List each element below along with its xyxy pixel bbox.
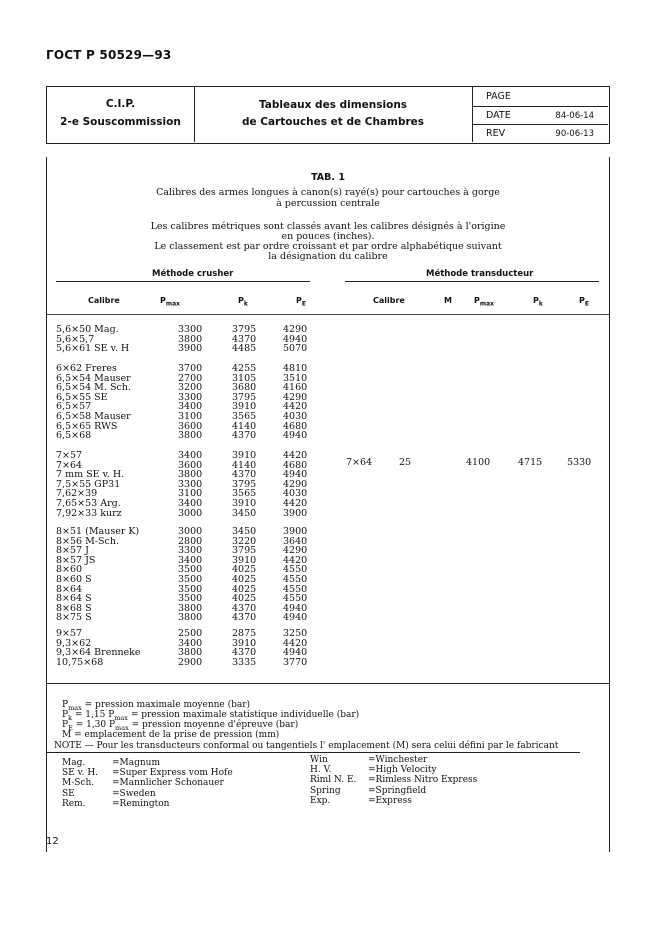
abbreviation-value: =Winchester bbox=[368, 755, 428, 765]
crusher-cell-pk: 3910 bbox=[232, 498, 257, 509]
crusher-cell-pe: 4940 bbox=[283, 469, 308, 481]
crusher-cell-pmax: 3300 bbox=[178, 478, 203, 490]
crusher-cell-calibre: 8×57 JS bbox=[56, 554, 96, 566]
page-row bbox=[472, 88, 608, 106]
crusher-cell-calibre: 8×64 bbox=[56, 583, 83, 595]
crusher-cell-calibre: 7,62×39 bbox=[56, 488, 98, 500]
table-subtitle-2: à percussion centrale bbox=[276, 198, 380, 209]
abbreviation-key: H. V. bbox=[310, 765, 332, 776]
crusher-cell-pmax: 3500 bbox=[178, 583, 203, 595]
abbreviation-key: M-Sch. bbox=[62, 778, 95, 789]
crusher-cell-pe: 4940 bbox=[283, 602, 308, 614]
crusher-cell-pk: 3335 bbox=[232, 656, 257, 668]
crusher-cell-pe: 4550 bbox=[283, 564, 308, 576]
crusher-col-calibre: Calibre bbox=[88, 296, 120, 305]
trans-col-m: M bbox=[444, 296, 452, 305]
crusher-cell-pk: 4255 bbox=[232, 363, 257, 374]
crusher-cell-pe: 4810 bbox=[283, 363, 308, 374]
crusher-cell-calibre: 7 mm SE v. H. bbox=[56, 469, 125, 481]
crusher-cell-calibre: 6,5×54 Mauser bbox=[56, 372, 131, 384]
crusher-cell-calibre: 8×64 S bbox=[56, 593, 92, 605]
crusher-cell-calibre: 8×60 S bbox=[56, 574, 92, 585]
abbreviation-value: =Magnum bbox=[112, 758, 161, 768]
crusher-cell-calibre: 5,6×50 Mag. bbox=[56, 324, 119, 335]
crusher-cell-pk: 4370 bbox=[232, 602, 257, 614]
crusher-cell-calibre: 8×60 bbox=[56, 564, 83, 576]
legend-m: M = emplacement de la prise de pression (mm) bbox=[62, 730, 280, 740]
crusher-cell-pmax: 3300 bbox=[178, 545, 203, 557]
crusher-cell-pmax: 3500 bbox=[178, 574, 203, 585]
crusher-cell-pk: 4025 bbox=[232, 564, 257, 576]
rev-label: REV bbox=[486, 128, 506, 139]
trans-cell-pe: 5330 bbox=[567, 457, 592, 468]
crusher-cell-calibre: 6,5×55 SE bbox=[56, 391, 108, 403]
header-org-cell bbox=[47, 87, 195, 142]
crusher-cell-calibre: 5,6×5,7 bbox=[56, 333, 95, 345]
crusher-cell-pe: 5070 bbox=[283, 343, 308, 355]
rev-row bbox=[472, 125, 608, 143]
crusher-cell-pk: 3565 bbox=[232, 488, 257, 500]
crusher-cell-calibre: 9,3×64 Brenneke bbox=[56, 647, 141, 659]
title-line2: de Cartouches et de Chambres bbox=[241, 116, 425, 128]
crusher-cell-pk: 4025 bbox=[232, 593, 257, 605]
crusher-cell-pmax: 2700 bbox=[178, 372, 203, 384]
crusher-cell-pk: 3220 bbox=[232, 535, 257, 547]
crusher-cell-pmax: 2500 bbox=[178, 628, 203, 639]
crusher-cell-pk: 3795 bbox=[232, 324, 257, 335]
crusher-cell-pe: 4940 bbox=[283, 430, 308, 442]
crusher-cell-pk: 3910 bbox=[232, 401, 257, 413]
crusher-cell-pmax: 3400 bbox=[178, 450, 203, 461]
crusher-cell-pk: 4370 bbox=[232, 430, 257, 442]
legend-pmax: $P_{max}$ = pression maximale moyenne (bar) bbox=[62, 700, 251, 712]
crusher-cell-calibre: 6,5×58 Mauser bbox=[56, 411, 131, 422]
crusher-cell-pmax: 3300 bbox=[178, 324, 203, 335]
transducteur-heading: Méthode transducteur bbox=[426, 269, 534, 279]
crusher-cell-pk: 3910 bbox=[232, 554, 257, 566]
crusher-heading: Méthode crusher bbox=[152, 269, 234, 279]
abbreviation-key: Win bbox=[310, 755, 328, 765]
crusher-cell-pmax: 3300 bbox=[178, 391, 203, 403]
crusher-cell-calibre: 7,65×53 Arg. bbox=[56, 498, 121, 509]
abbreviation-key: Exp. bbox=[310, 795, 331, 806]
crusher-cell-calibre: 8×75 S bbox=[56, 612, 92, 624]
crusher-col-pmax: $P_{max}$ bbox=[160, 296, 181, 308]
crusher-cell-pk: 4370 bbox=[232, 469, 257, 481]
trans-cell-calibre: 7×64 bbox=[346, 457, 373, 468]
crusher-cell-pk: 4140 bbox=[232, 459, 257, 471]
trans-cell-pk: 4715 bbox=[518, 457, 543, 468]
abbreviation-key: Mag. bbox=[62, 758, 86, 768]
transducteur-underline bbox=[345, 281, 599, 282]
document-code: ГОСТ Р 50529—93 bbox=[46, 48, 172, 62]
abbreviation-value: =Mannlicher Schonauer bbox=[112, 778, 224, 789]
crusher-cell-calibre: 6,5×65 RWS bbox=[56, 420, 118, 432]
crusher-cell-pe: 4030 bbox=[283, 411, 308, 422]
date-value: 84-06-14 bbox=[555, 111, 594, 121]
page-number: 12 bbox=[46, 836, 59, 847]
legend-note: NOTE — Pour les transducteurs conformal ou tangentiels l' emplacement (M) sera celui défini par le fabricant bbox=[54, 741, 559, 751]
crusher-cell-pe: 4550 bbox=[283, 593, 308, 605]
legend-pe: $P_E = 1,30$ $P_{max}$ = pression moyenne d'épreuve (bar) bbox=[62, 720, 299, 732]
crusher-cell-pe: 4940 bbox=[283, 647, 308, 659]
rev-value: 90-06-13 bbox=[555, 129, 594, 139]
crusher-cell-pe: 4420 bbox=[283, 554, 308, 566]
crusher-cell-pk: 2875 bbox=[232, 628, 257, 639]
table-subtitle-1: Calibres des armes longues à canon(s) rayé(s) pour cartouches à gorge bbox=[156, 187, 500, 198]
crusher-cell-pmax: 3800 bbox=[178, 602, 203, 614]
header-rule bbox=[46, 314, 610, 315]
crusher-cell-pmax: 3100 bbox=[178, 488, 203, 500]
table-number: TAB. 1 bbox=[311, 172, 345, 183]
crusher-cell-pmax: 3600 bbox=[178, 420, 203, 432]
header-title-cell bbox=[194, 87, 473, 142]
crusher-cell-pe: 3900 bbox=[283, 507, 308, 519]
crusher-cell-pe: 4420 bbox=[283, 637, 308, 649]
crusher-cell-pe: 3510 bbox=[283, 372, 308, 384]
table-note-2: en pouces (inches). bbox=[281, 231, 375, 242]
crusher-cell-calibre: 7,92×33 kurz bbox=[56, 507, 122, 519]
crusher-cell-pmax: 3800 bbox=[178, 647, 203, 659]
crusher-cell-pmax: 3800 bbox=[178, 430, 203, 442]
crusher-cell-pk: 3795 bbox=[232, 478, 257, 490]
crusher-cell-pk: 3910 bbox=[232, 637, 257, 649]
crusher-cell-calibre: 8×56 M-Sch. bbox=[56, 535, 120, 547]
crusher-cell-pe: 4420 bbox=[283, 498, 308, 509]
abbreviation-value: =Rimless Nitro Express bbox=[368, 775, 478, 786]
crusher-cell-pmax: 3800 bbox=[178, 469, 203, 481]
abbreviation-value: =Express bbox=[368, 795, 412, 806]
crusher-cell-pe: 4550 bbox=[283, 583, 308, 595]
crusher-cell-pe: 3640 bbox=[283, 535, 308, 547]
crusher-cell-pmax: 2900 bbox=[178, 656, 203, 668]
abbreviation-key: Riml N. E. bbox=[310, 775, 357, 786]
crusher-cell-pmax: 3800 bbox=[178, 612, 203, 624]
abbreviation-value: =Super Express vom Hofe bbox=[112, 768, 233, 779]
crusher-cell-pk: 4370 bbox=[232, 647, 257, 659]
crusher-cell-calibre: 8×57 J bbox=[56, 545, 89, 557]
header-meta-cell bbox=[472, 87, 608, 142]
table-note-4: la désignation du calibre bbox=[268, 251, 388, 262]
crusher-cell-pe: 4940 bbox=[283, 333, 308, 345]
crusher-cell-pmax: 3400 bbox=[178, 554, 203, 566]
crusher-cell-pe: 4420 bbox=[283, 450, 308, 461]
table-bottom-rule bbox=[46, 683, 610, 684]
crusher-cell-calibre: 9×57 bbox=[56, 628, 83, 639]
crusher-cell-pmax: 3000 bbox=[178, 526, 203, 537]
crusher-cell-pk: 4025 bbox=[232, 574, 257, 585]
crusher-cell-pe: 4160 bbox=[283, 382, 308, 394]
abbreviation-value: =High Velocity bbox=[368, 765, 437, 776]
crusher-cell-pe: 4420 bbox=[283, 401, 308, 413]
abbreviation-value: =Sweden bbox=[112, 788, 156, 799]
crusher-cell-calibre: 9,3×62 bbox=[56, 637, 92, 649]
crusher-cell-pe: 4290 bbox=[283, 545, 308, 557]
crusher-cell-pe: 4290 bbox=[283, 391, 308, 403]
abbreviation-key: SE v. H. bbox=[62, 768, 99, 779]
crusher-cell-calibre: 7×64 bbox=[56, 459, 83, 471]
crusher-cell-pk: 3795 bbox=[232, 545, 257, 557]
header-box bbox=[46, 86, 610, 144]
abbreviation-key: Spring bbox=[310, 785, 341, 796]
trans-col-pmax: $P_{max}$ bbox=[474, 296, 495, 308]
crusher-cell-pk: 3105 bbox=[232, 372, 257, 384]
crusher-cell-pe: 4940 bbox=[283, 612, 308, 624]
crusher-cell-pmax: 3500 bbox=[178, 593, 203, 605]
crusher-cell-pk: 3450 bbox=[232, 526, 257, 537]
date-row bbox=[472, 107, 608, 125]
crusher-cell-pk: 4025 bbox=[232, 583, 257, 595]
crusher-cell-pe: 3770 bbox=[283, 656, 308, 668]
crusher-cell-pmax: 3400 bbox=[178, 401, 203, 413]
crusher-cell-calibre: 7×57 bbox=[56, 450, 83, 461]
crusher-cell-pe: 3250 bbox=[283, 628, 308, 639]
crusher-cell-pe: 4030 bbox=[283, 488, 308, 500]
crusher-cell-calibre: 5,6×61 SE v. H bbox=[56, 343, 130, 355]
crusher-cell-pk: 4370 bbox=[232, 612, 257, 624]
trans-col-calibre: Calibre bbox=[373, 296, 405, 305]
note-rule bbox=[46, 752, 580, 753]
crusher-cell-pk: 4485 bbox=[232, 343, 257, 355]
date-label: DATE bbox=[486, 110, 511, 121]
crusher-cell-pmax: 3200 bbox=[178, 382, 203, 394]
title-line1: Tableaux des dimensions bbox=[258, 99, 408, 111]
crusher-cell-pmax: 3100 bbox=[178, 411, 203, 422]
trans-cell-pmax: 4100 bbox=[466, 457, 491, 468]
legend-pk: $P_k = 1,15$ $P_{max}$ = pression maximale statistique individuelle (bar) bbox=[62, 710, 360, 722]
crusher-cell-pmax: 3700 bbox=[178, 363, 203, 374]
abbreviation-value: =Remington bbox=[112, 798, 170, 809]
page-label: PAGE bbox=[486, 91, 511, 102]
crusher-cell-calibre: 8×68 S bbox=[56, 602, 92, 614]
crusher-cell-pmax: 3400 bbox=[178, 498, 203, 509]
trans-col-pk: $P_k$ bbox=[533, 296, 543, 308]
abbreviation-key: SE bbox=[62, 788, 75, 799]
crusher-cell-pmax: 3400 bbox=[178, 637, 203, 649]
abbreviation-value: =Springfield bbox=[368, 785, 427, 796]
table-note-3: Le classement est par ordre croissant et par ordre alphabétique suivant bbox=[154, 241, 502, 252]
crusher-cell-pe: 4550 bbox=[283, 574, 308, 585]
crusher-cell-pk: 3680 bbox=[232, 382, 257, 394]
crusher-cell-pe: 4680 bbox=[283, 459, 308, 471]
crusher-cell-calibre: 6,5×54 M. Sch. bbox=[56, 382, 131, 394]
crusher-cell-pk: 4370 bbox=[232, 333, 257, 345]
crusher-cell-pe: 3900 bbox=[283, 526, 308, 537]
abbreviation-key: Rem. bbox=[62, 798, 86, 809]
crusher-cell-pk: 4140 bbox=[232, 420, 257, 432]
crusher-cell-pk: 3565 bbox=[232, 411, 257, 422]
crusher-col-pe: $P_E$ bbox=[296, 296, 306, 308]
crusher-cell-pe: 4290 bbox=[283, 478, 308, 490]
crusher-cell-pmax: 3000 bbox=[178, 507, 203, 519]
crusher-cell-calibre: 7,5×55 GP31 bbox=[56, 478, 121, 490]
crusher-cell-pk: 3910 bbox=[232, 450, 257, 461]
trans-col-pe: $P_E$ bbox=[579, 296, 589, 308]
table-note-1: Les calibres métriques sont classés avant les calibres désignés à l'origine bbox=[150, 221, 506, 232]
org-name: C.I.P. bbox=[105, 98, 136, 110]
crusher-col-pk: $P_k$ bbox=[238, 296, 248, 308]
crusher-cell-calibre: 6×62 Freres bbox=[56, 363, 117, 374]
crusher-cell-calibre: 8×51 (Mauser K) bbox=[56, 526, 140, 537]
crusher-cell-pmax: 3800 bbox=[178, 333, 203, 345]
crusher-cell-calibre: 6,5×68 bbox=[56, 430, 92, 442]
subcommission: 2-e Souscommission bbox=[60, 116, 181, 128]
crusher-cell-pe: 4290 bbox=[283, 324, 308, 335]
crusher-cell-pmax: 3500 bbox=[178, 564, 203, 576]
crusher-cell-pmax: 3900 bbox=[178, 343, 203, 355]
crusher-underline bbox=[56, 281, 310, 282]
crusher-cell-calibre: 6,5×57 bbox=[56, 401, 92, 413]
crusher-cell-pmax: 3600 bbox=[178, 459, 203, 471]
crusher-cell-calibre: 10,75×68 bbox=[56, 656, 104, 668]
crusher-cell-pk: 3450 bbox=[232, 507, 257, 519]
crusher-cell-pk: 3795 bbox=[232, 391, 257, 403]
trans-cell-m: 25 bbox=[399, 457, 412, 468]
crusher-cell-pe: 4680 bbox=[283, 420, 308, 432]
crusher-cell-pmax: 2800 bbox=[178, 535, 203, 547]
